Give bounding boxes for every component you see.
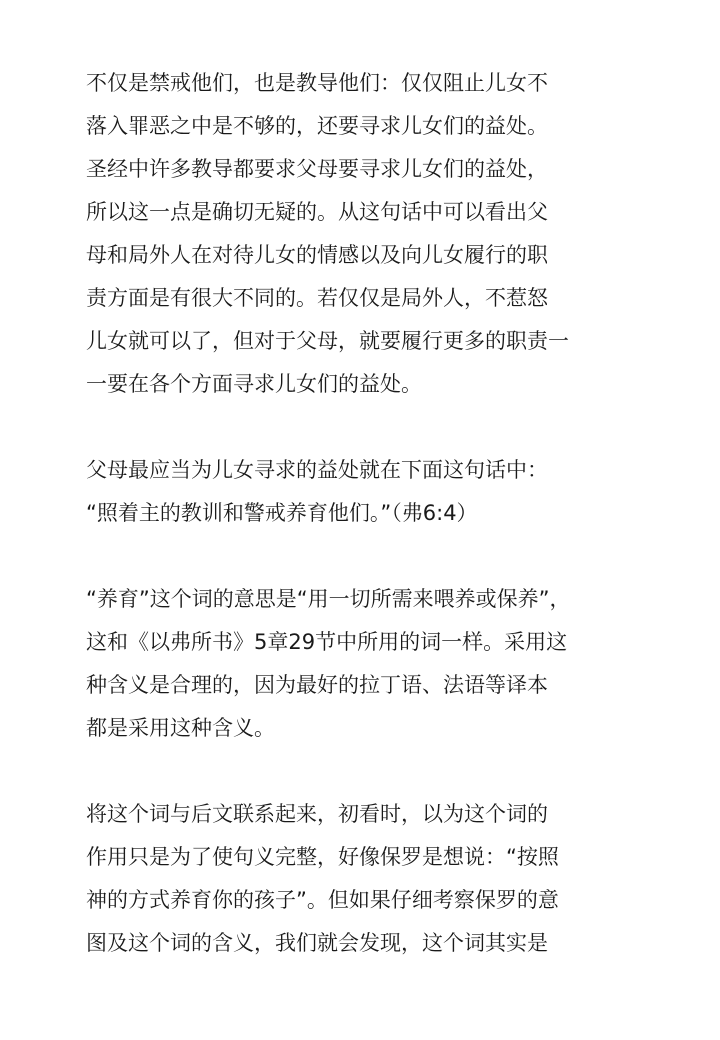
text-line: 神的方式养育你的孩子”。但如果仔细考察保罗的意 (86, 888, 559, 912)
text-line: 责方面是有很大不同的。若仅仅是局外人，不惹怒 (86, 286, 548, 310)
paragraph-4 (86, 793, 646, 965)
paragraph-2 (86, 449, 646, 535)
text-line: 所以这一点是确切无疑的。从这句话中可以看出父 (86, 200, 548, 224)
text-line: 这和《以弗所书》5章29节中所用的词一样。采用这 (86, 630, 568, 654)
text-line: “养育”这个词的意思是“用一切所需来喂养或保养”， (86, 587, 571, 611)
text-line: 落入罪恶之中是不够的，还要寻求儿女们的益处。 (86, 114, 548, 138)
paragraph-1 (86, 62, 646, 406)
paragraph-3 (86, 578, 646, 750)
article-body (86, 62, 646, 1008)
text-line: 儿女就可以了，但对于父母，就要履行更多的职责一 (86, 329, 569, 353)
text-line: 父母最应当为儿女寻求的益处就在下面这句话中： (86, 458, 548, 482)
text-line: 圣经中许多教导都要求父母要寻求儿女们的益处， (86, 157, 548, 181)
text-line: 种含义是合理的，因为最好的拉丁语、法语等译本 (86, 673, 548, 697)
text-line: “照着主的教训和警戒养育他们。”（弗6:4） (86, 501, 478, 525)
text-line: 母和局外人在对待儿女的情感以及向儿女履行的职 (86, 243, 548, 267)
text-line: 图及这个词的含义，我们就会发现，这个词其实是 (86, 931, 548, 955)
text-line: 都是采用这种含义。 (86, 716, 275, 740)
text-line: 作用只是为了使句义完整，好像保罗是想说：“按照 (86, 845, 559, 869)
text-line: 一要在各个方面寻求儿女们的益处。 (86, 372, 422, 396)
text-line: 不仅是禁戒他们，也是教导他们：仅仅阻止儿女不 (86, 71, 548, 95)
text-line: 将这个词与后文联系起来，初看时，以为这个词的 (86, 802, 548, 826)
